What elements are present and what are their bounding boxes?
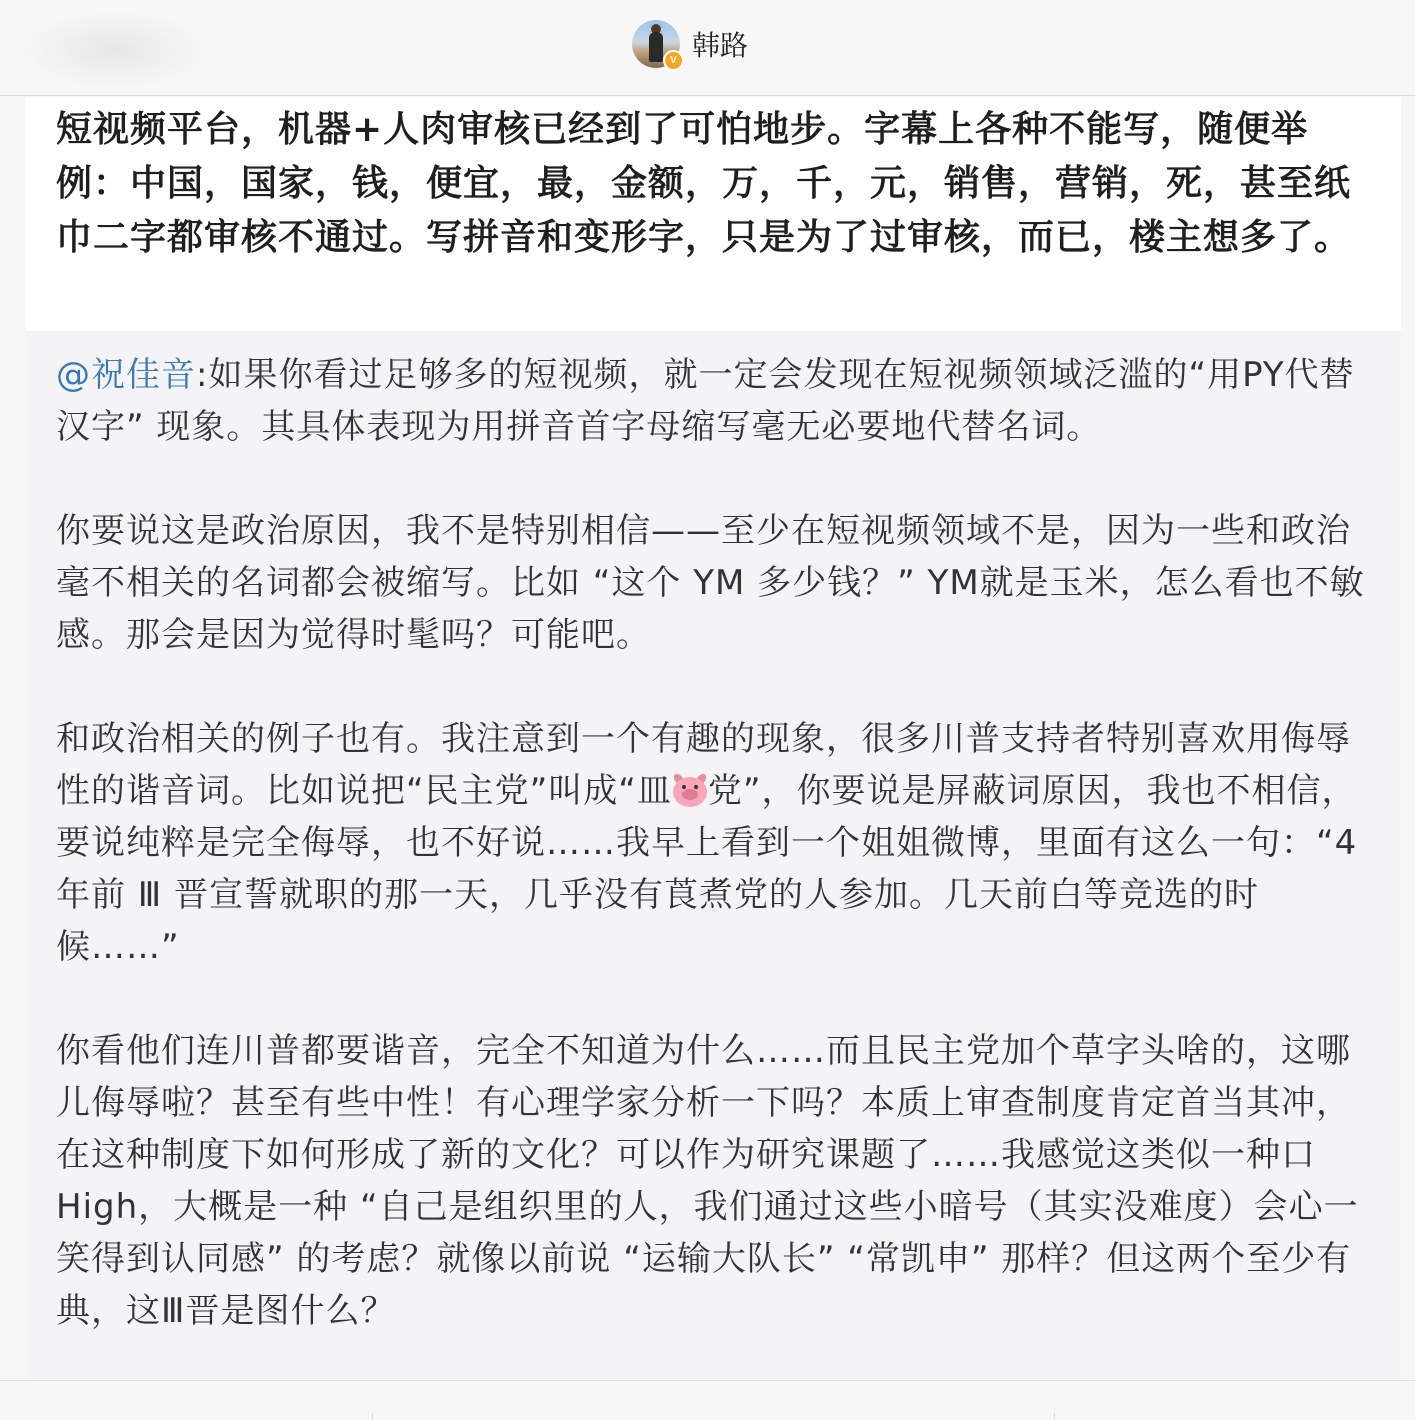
avatar-figure bbox=[649, 32, 663, 62]
quoted-post[interactable] bbox=[26, 331, 1401, 1391]
header-bar bbox=[0, 0, 1415, 96]
quote-paragraph-1-text: :如果你看过足够多的短视频，就一定会发现在短视频领域泛滥的“用PY代替汉字” 现象。其具体表现为用拼音首字母缩写毫无必要地代替名词。 bbox=[56, 355, 1355, 447]
post-text: 短视频平台，机器+人肉审核已经到了可怕地步。字幕上各种不能写，随便举例：中国，国家，钱，便宜，最，金额，万，千，元，销售，营销，死，甚至纸巾二字都审核不通过。写拼音和变形字，只是为了过审核，而已，楼主想多了。 bbox=[56, 109, 1352, 258]
quote-paragraph-1 bbox=[56, 349, 1371, 453]
action-divider bbox=[1054, 1413, 1055, 1420]
avatar[interactable] bbox=[632, 20, 680, 68]
author-info[interactable] bbox=[632, 20, 748, 68]
post-body bbox=[26, 97, 1401, 331]
quote-paragraph-4: 你看他们连川普都要谐音，完全不知道为什么……而且民主党加个草字头啥的，这哪儿侮辱啦？甚至有些中性！有心理学家分析一下吗？本质上审查制度肯定首当其冲，在这种制度下如何形成了新的文化？可以作为研究课题了……我感觉这类似一种口High，大概是一种 “自己是组织里的人，我们通过这些小暗号（其实没难度）会心一笑得到认同感” 的考虑？就像以前说 “运输大队长” “常凯申” 那样？但这两个至少有典，这Ⅲ晋是图什么？ bbox=[56, 1031, 1359, 1331]
action-divider bbox=[372, 1413, 373, 1420]
bottom-action-bar bbox=[0, 1380, 1415, 1420]
quote-paragraph-3-text-b: 党”，你要说是屏蔽词原因，我也不相信，要说纯粹是完全侮辱，也不好说……我早上看到一个姐姐微博，里面有这么一句：“4 年前 Ⅲ 晋宣誓就职的那一天，几乎没有莨煮党的人参加。几天前白等竞选的时候……” bbox=[56, 771, 1358, 967]
author-name[interactable]: 韩路 bbox=[692, 29, 749, 62]
header-blur bbox=[20, 10, 210, 90]
quote-paragraph-3 bbox=[56, 713, 1371, 973]
quote-paragraph-3-text-a: 和政治相关的例子也有。我注意到一个有趣的现象，很多川普支持者特别喜欢用侮辱性的谐音词。比如说把“民主党”叫成“皿 bbox=[56, 719, 1351, 811]
quote-paragraph-2: 你要说这是政治原因，我不是特别相信——至少在短视频领域不是，因为一些和政治毫不相关的名词都会被缩写。比如 “这个 YM 多少钱？” YM就是玉米，怎么看也不敏感。那会是因为觉得时髦吗？可能吧。 bbox=[56, 511, 1365, 655]
mention-link[interactable]: @祝佳音 bbox=[56, 355, 196, 395]
pig-face-emoji-icon bbox=[672, 774, 708, 808]
verified-icon: V bbox=[663, 50, 684, 71]
